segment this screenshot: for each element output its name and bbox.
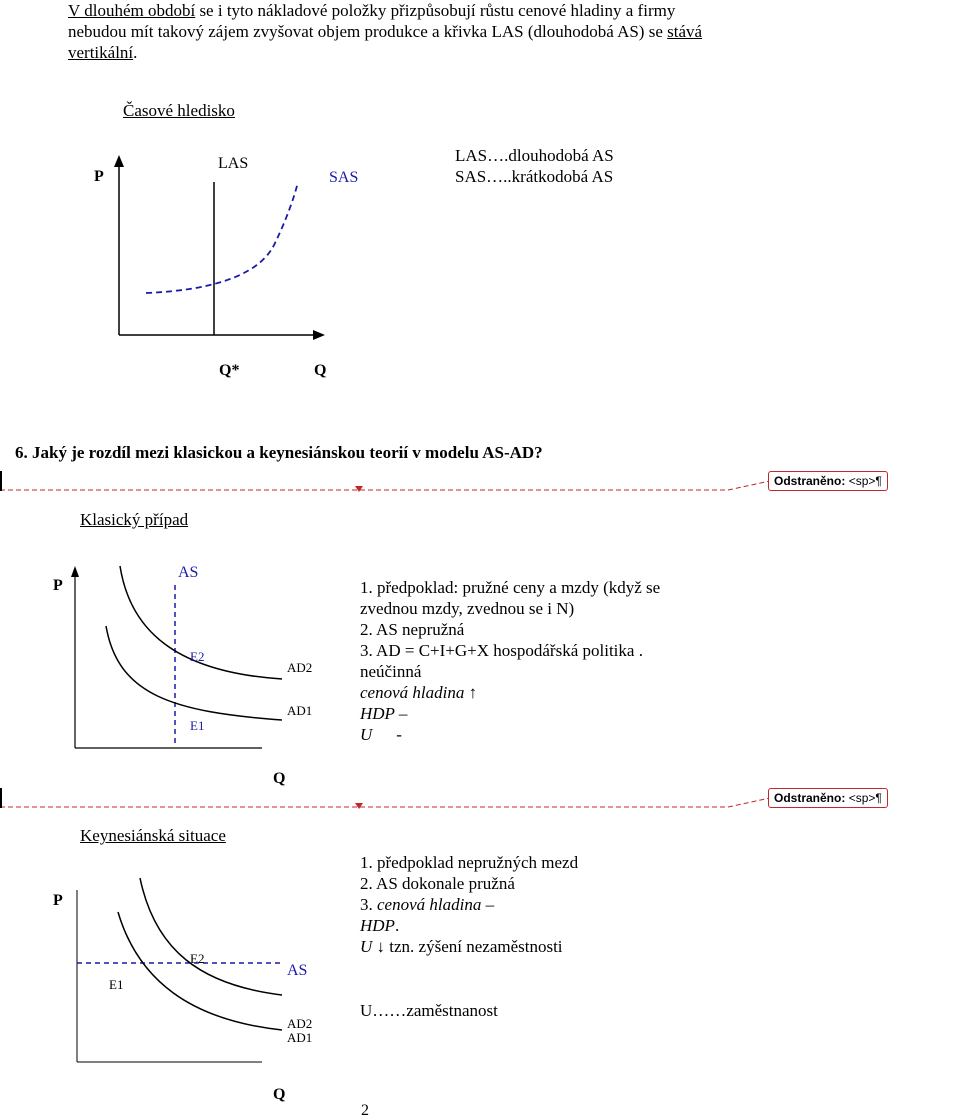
keynes-point-3: cenová hladina – xyxy=(377,895,495,914)
classic-point-line: neúčinná xyxy=(360,662,422,681)
revision-balloon[interactable] xyxy=(768,788,888,808)
keynes-point-2: 2. AS dokonale pružná xyxy=(360,874,515,893)
classic-effect-u-value: - xyxy=(396,725,402,744)
revision-leader-1 xyxy=(0,481,770,492)
classic-axes xyxy=(71,566,262,748)
keynes-ad1-label: AD1 xyxy=(287,1030,313,1045)
keynes-axis-p: P xyxy=(53,892,63,909)
classic-e2-label: E2 xyxy=(190,649,205,664)
diagram1-las-label: LAS xyxy=(218,155,249,172)
revision-label: Odstraněno: xyxy=(774,791,846,805)
keynes-e2-label: E2 xyxy=(190,951,205,966)
keynes-u-rest: tzn. zýšení nezaměstnosti xyxy=(385,937,563,956)
keynes-ad2-curve xyxy=(140,878,282,995)
classic-point-line: zvednou mzdy, zvednou se i N) xyxy=(360,599,575,618)
keynes-point-3-row xyxy=(360,894,578,915)
keynes-as-label: AS xyxy=(287,962,308,979)
classic-point-line: 3. AD = C+I+G+X hospodářská politika . xyxy=(360,641,643,660)
revision-balloon[interactable] xyxy=(768,471,888,491)
intro-end: . xyxy=(133,43,138,62)
classic-axis-q: Q xyxy=(273,770,286,787)
keynes-axis-q: Q xyxy=(273,1086,286,1103)
classic-as-label: AS xyxy=(178,564,199,581)
classic-effect-hdp: HDP – xyxy=(360,704,408,723)
revision-leader-2 xyxy=(0,798,770,809)
keynes-ad2-label: AD2 xyxy=(287,1016,313,1031)
keynes-hdp-suffix: . xyxy=(394,916,400,935)
classic-ad1-label: AD1 xyxy=(287,703,313,718)
classic-point-line: 2. AS nepružná xyxy=(360,620,465,639)
keynes-footer-u: U……zaměstnanost xyxy=(360,1001,498,1020)
keynes-hdp-row xyxy=(360,915,578,936)
intro-emphasis-long-run: V dlouhém období xyxy=(68,1,196,20)
classic-e1-label: E1 xyxy=(190,718,205,733)
revision-change-bar xyxy=(0,788,2,808)
keynes-ad1-curve xyxy=(118,912,282,1030)
keynes-title: Keynesiánská situace xyxy=(80,826,226,845)
keynes-hdp: HDP xyxy=(360,916,395,935)
classic-effect-price: cenová hladina ↑ xyxy=(360,683,478,702)
keynes-u-down: U ↓ xyxy=(360,937,386,956)
diagram1-title: Časové hledisko xyxy=(123,101,235,120)
diagram1-q-star: Q* xyxy=(219,362,240,379)
intro-text: se i tyto nákladové položky přizpůsobují růstu cenové hladiny a firmy nebudou mít takový zájem zvyšovat objem produkce a křivka LAS (dlouhodobá AS) se xyxy=(68,1,676,41)
revision-change-bar xyxy=(0,471,2,491)
revision-value: <sp>¶ xyxy=(848,474,882,488)
keynes-axes xyxy=(77,890,262,1062)
revision-value: <sp>¶ xyxy=(848,791,882,805)
diagram1-axes xyxy=(114,155,325,340)
keynes-e1-label: E1 xyxy=(109,977,124,992)
classic-effect-u: U xyxy=(360,725,373,744)
diagram1-legend-sas: SAS…..krátkodobá AS xyxy=(455,167,614,186)
keynes-u-row xyxy=(360,936,578,957)
keynes-points xyxy=(360,852,578,957)
revision-label: Odstraněno: xyxy=(774,474,846,488)
diagram1-axis-p: P xyxy=(94,168,104,185)
classic-points xyxy=(360,577,660,745)
keynes-point-1: 1. předpoklad nepružných mezd xyxy=(360,853,579,872)
classic-effect-u-row xyxy=(360,724,660,745)
diagram1-sas-curve xyxy=(146,182,298,293)
classic-axis-p: P xyxy=(53,577,63,594)
diagram1-sas-label: SAS xyxy=(329,169,359,186)
keynes-point-3-prefix: 3. xyxy=(360,895,377,914)
diagram1-legend-las: LAS….dlouhodobá AS xyxy=(455,146,614,165)
classic-ad1-curve xyxy=(106,626,282,720)
diagram1-axis-q: Q xyxy=(314,362,327,379)
classic-title: Klasický případ xyxy=(80,510,189,529)
intro-emphasis-vertical: stává vertikální xyxy=(68,22,703,62)
classic-ad2-label: AD2 xyxy=(287,660,313,675)
page-number: 2 xyxy=(361,1102,369,1119)
question-6-heading: 6. Jaký je rozdíl mezi klasickou a keynesiánskou teorií v modelu AS-AD? xyxy=(15,443,543,462)
classic-point-line: 1. předpoklad: pružné ceny a mzdy (když se xyxy=(360,578,661,597)
